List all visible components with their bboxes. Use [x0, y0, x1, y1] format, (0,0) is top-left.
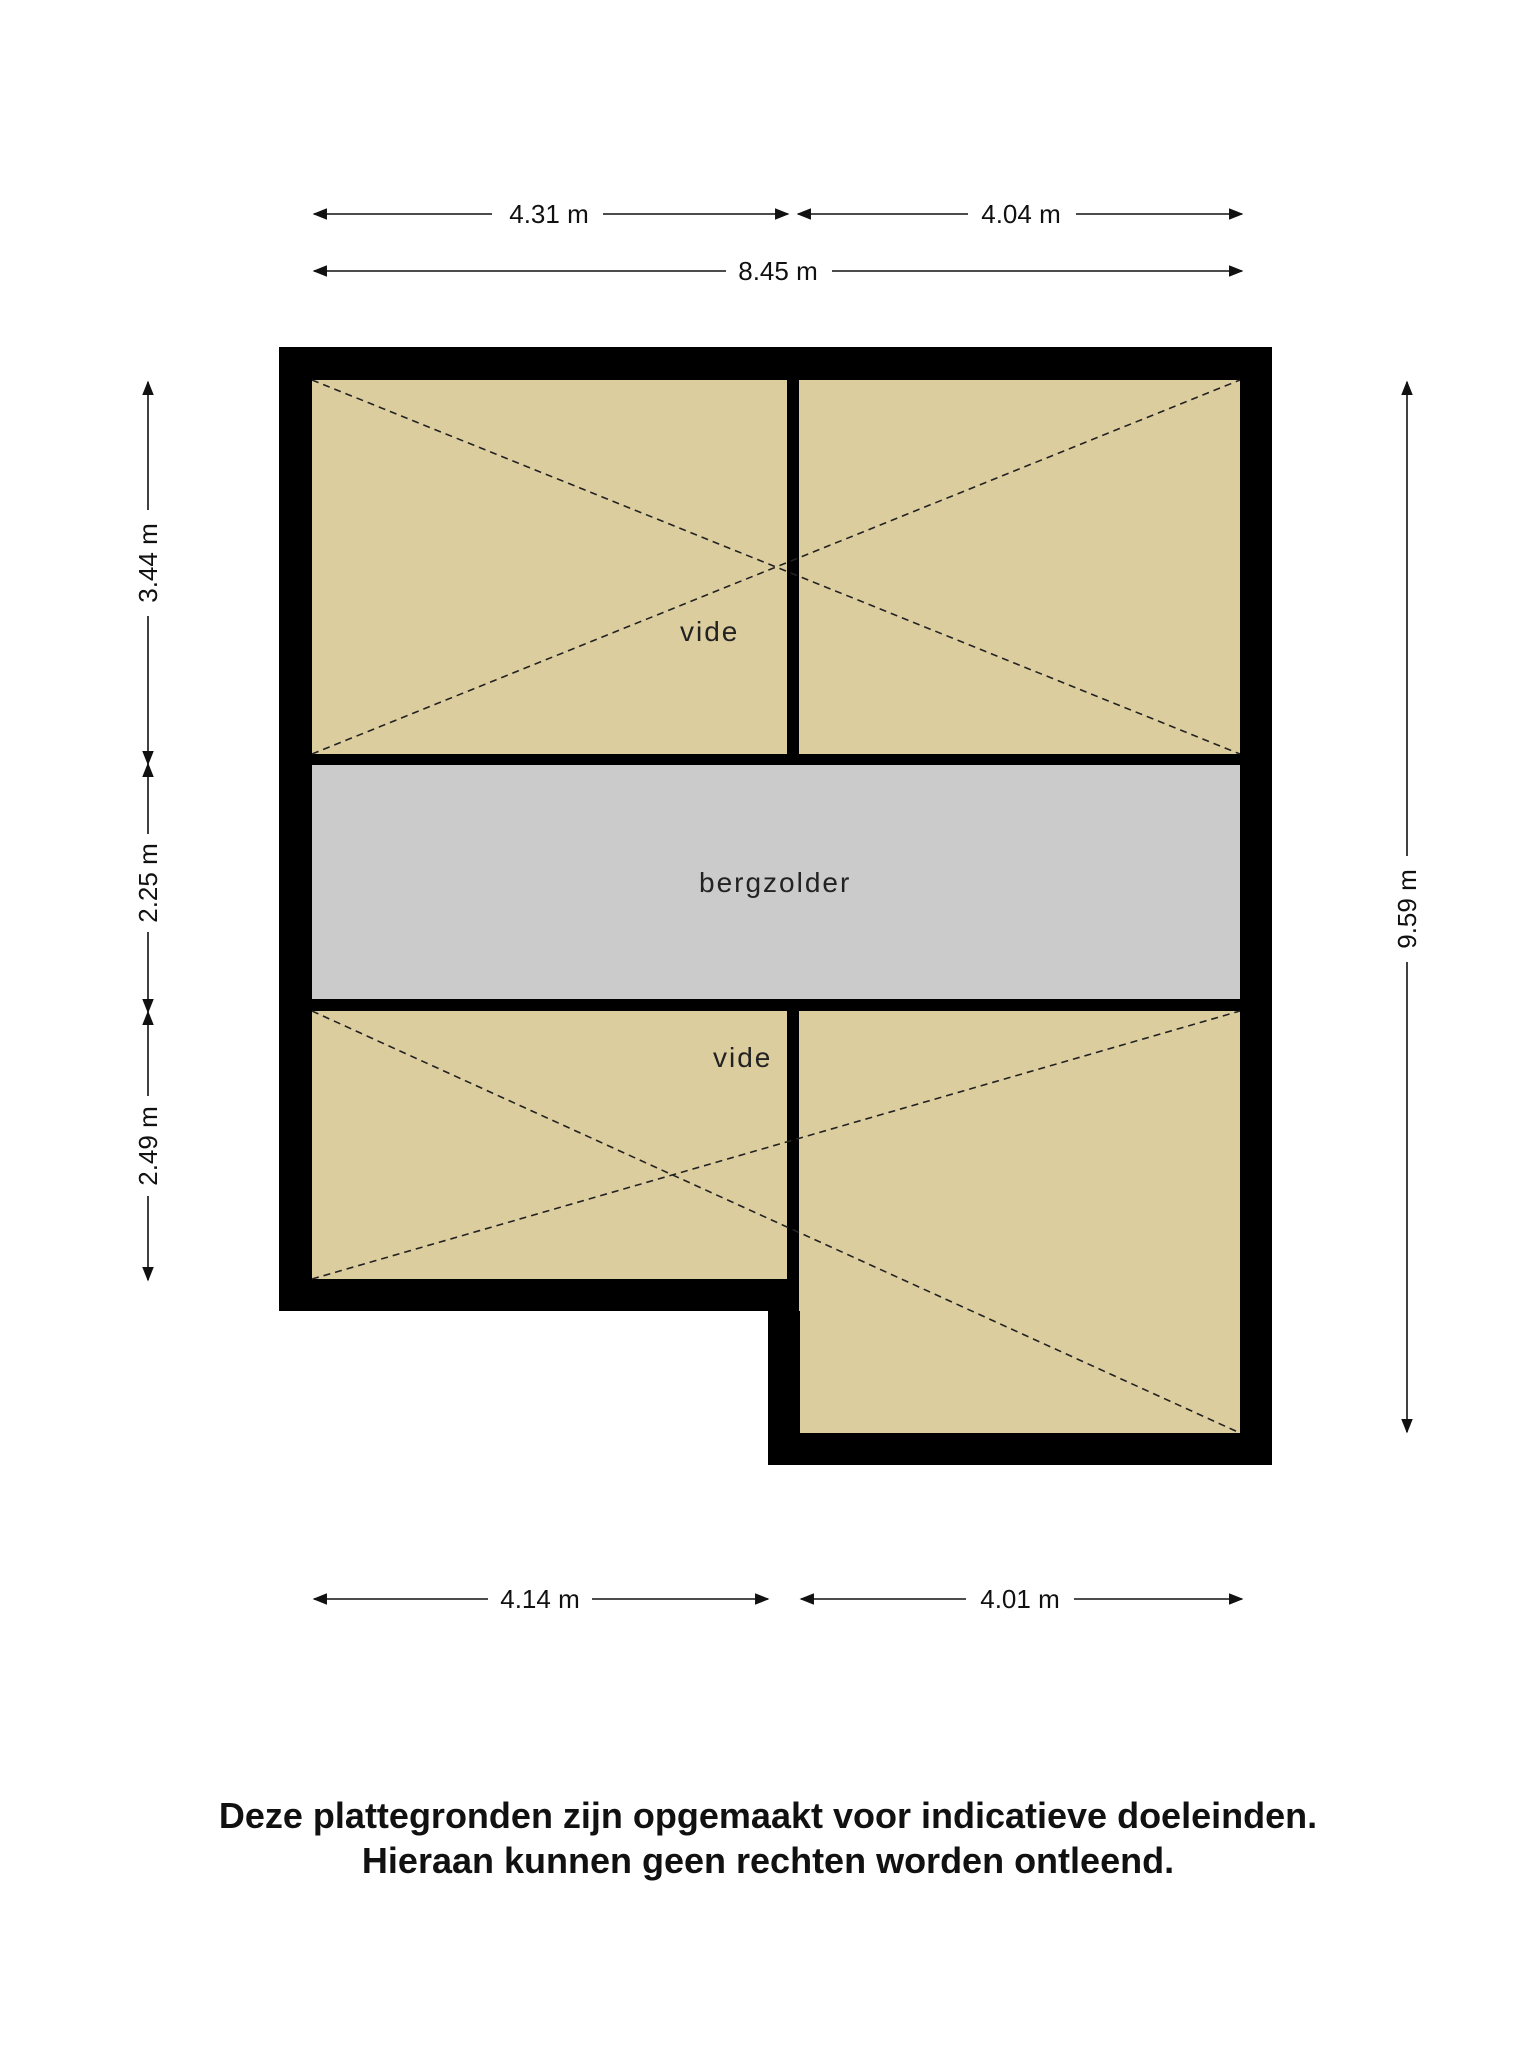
dim-label-left-top: 3.44 m	[133, 523, 163, 603]
dim-label-left-middle: 2.25 m	[133, 843, 163, 923]
dim-label-bottom-left: 4.14 m	[500, 1584, 580, 1614]
room-label-bergzolder: bergzolder	[699, 867, 852, 898]
dim-label-top-left: 4.31 m	[509, 199, 589, 229]
rooms	[312, 380, 1240, 1433]
disclaimer-line-2: Hieraan kunnen geen rechten worden ontleend.	[361, 1840, 1175, 1881]
room-label-vide-bottom: vide	[713, 1042, 773, 1073]
dim-label-left-bottom: 2.49 m	[133, 1106, 163, 1186]
disclaimer-line-1: Deze plattegronden zijn opgemaakt voor indicatieve doeleinden.	[218, 1795, 1318, 1836]
room-vide-top-right	[799, 380, 1240, 754]
dim-label-top-right: 4.04 m	[981, 199, 1061, 229]
dim-label-bottom-right: 4.01 m	[980, 1584, 1060, 1614]
dim-label-total-width: 8.45 m	[738, 256, 818, 286]
room-vide-top-left	[312, 380, 787, 754]
dim-label-right-total: 9.59 m	[1392, 869, 1422, 949]
room-label-vide-top: vide	[680, 616, 740, 647]
